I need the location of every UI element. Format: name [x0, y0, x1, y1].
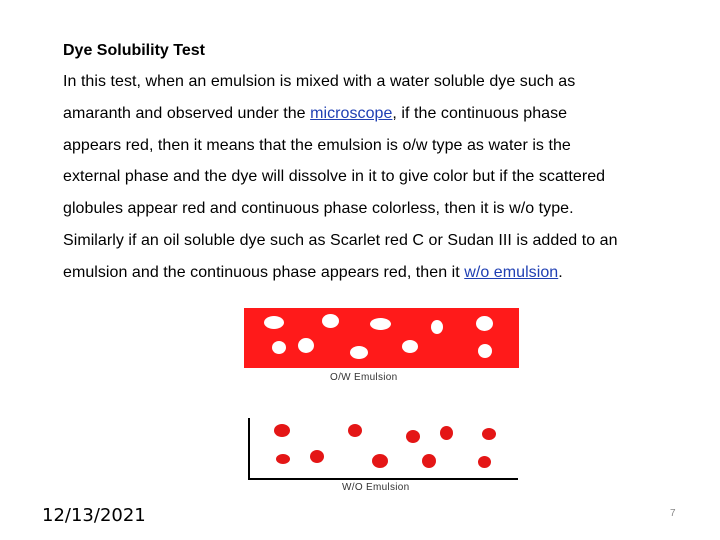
- water-globule: [372, 454, 388, 468]
- body-paragraph: [63, 66, 693, 289]
- ow-caption: O/W Emulsion: [330, 372, 398, 383]
- paragraph-line: In this test, when an emulsion is mixed with a water soluble dye such as: [63, 73, 576, 90]
- slide-title: Dye Solubility Test: [63, 42, 205, 59]
- paragraph-line: [63, 257, 693, 289]
- water-globule: [274, 424, 290, 437]
- paragraph-line: [63, 98, 693, 130]
- page-number: 7: [670, 508, 676, 519]
- slide-date: 12/13/2021: [42, 505, 146, 526]
- paragraph-line: globules appear red and continuous phase colorless, then it is w/o type.: [63, 200, 574, 218]
- paragraph-line: external phase and the dye will dissolve in it to give color but if the scattered: [63, 168, 606, 186]
- oil-globule: [478, 344, 492, 358]
- water-globule: [422, 454, 436, 468]
- oil-globule: [264, 316, 284, 329]
- water-globule: [478, 456, 491, 468]
- oil-globule: [272, 341, 286, 354]
- water-globule: [348, 424, 362, 437]
- text-span: .: [558, 263, 563, 281]
- microscope-link[interactable]: microscope: [310, 104, 393, 122]
- oil-globule: [298, 338, 314, 353]
- emulsion-diagram: [216, 300, 536, 515]
- water-globule: [440, 426, 453, 440]
- wo-emulsion-panel: [248, 418, 518, 480]
- water-globule: [406, 430, 420, 443]
- oil-globule: [431, 320, 443, 334]
- text-span: amaranth and observed under the: [63, 104, 311, 122]
- paragraph-line: Similarly if an oil soluble dye such as Scarlet red C or Sudan III is added to an: [63, 231, 618, 249]
- oil-globule: [402, 340, 418, 353]
- wo-emulsion-link[interactable]: w/o emulsion: [464, 263, 559, 281]
- water-globule: [276, 454, 290, 464]
- water-globule: [310, 450, 324, 463]
- ow-emulsion-panel: [244, 308, 519, 368]
- oil-globule: [322, 314, 339, 328]
- oil-globule: [476, 316, 493, 331]
- text-span: , if the continuous phase: [392, 104, 568, 122]
- oil-globule: [350, 346, 368, 359]
- oil-globule: [370, 318, 391, 330]
- paragraph-line: appears red, then it means that the emulsion is o/w type as water is the: [63, 136, 571, 154]
- water-globule: [482, 428, 496, 440]
- text-span: emulsion and the continuous phase appears red, then it: [63, 263, 465, 281]
- wo-caption: W/O Emulsion: [342, 482, 410, 493]
